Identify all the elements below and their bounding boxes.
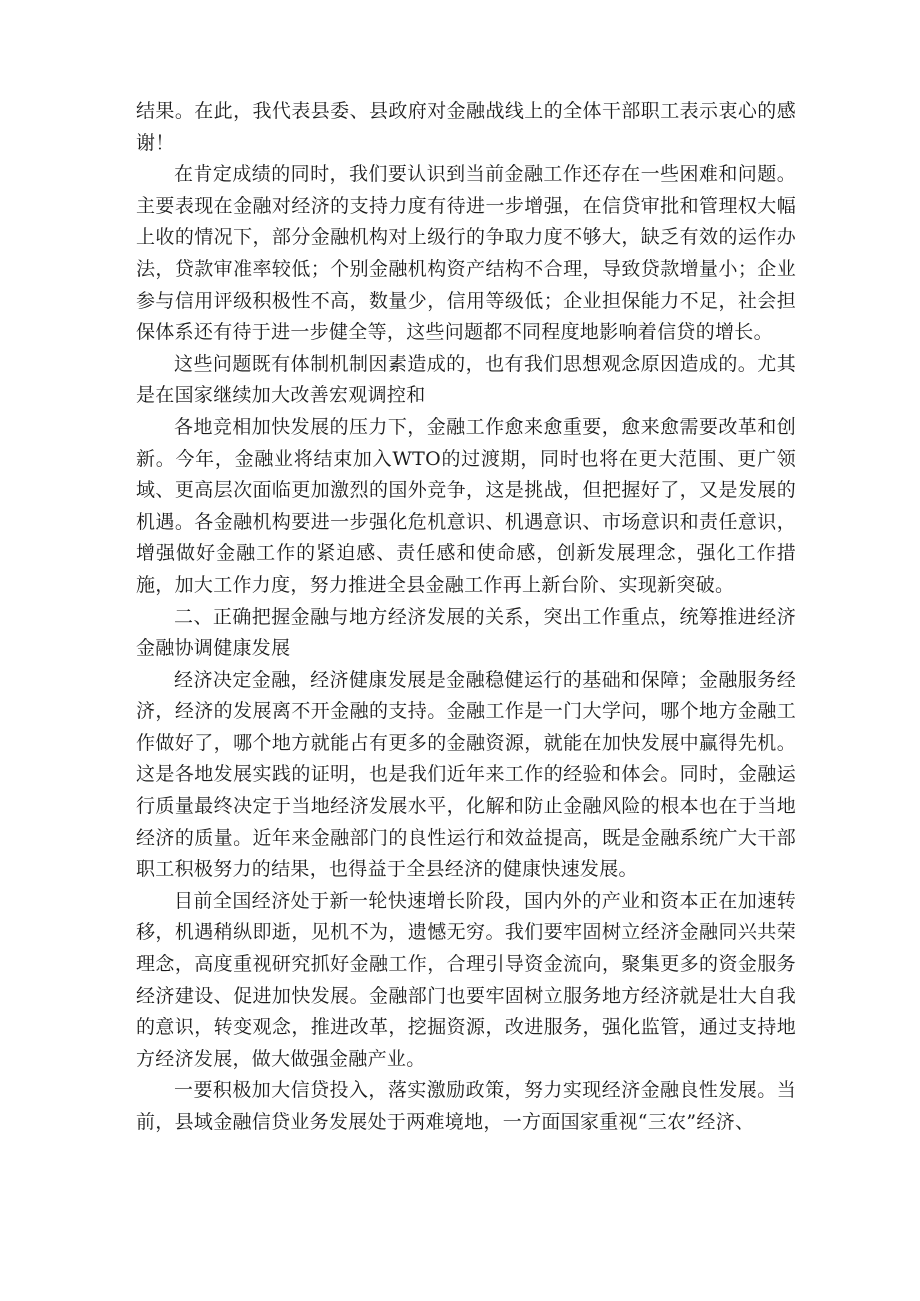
document-page xyxy=(136,96,796,1139)
paragraph-6: 目前全国经济处于新一轮快速增长阶段，国内外的产业和资本正在加速转移，机遇稍纵即逝，见机不为，遗憾无穷。我们要牢固树立经济金融同兴共荣理念，高度重视研究抓好金融工作，合理引导资金流向，聚集更多的资金服务经济建设、促进加快发展。金融部门也要牢固树立服务地方经济就是壮大自我的意识，转变观念，推进改革，挖掘资源，改进服务，强化监管，通过支持地方经济发展，做大做强金融产业。 xyxy=(136,889,796,1070)
paragraph-5: 经济决定金融，经济健康发展是金融稳健运行的基础和保障；金融服务经济，经济的发展离不开金融的支持。金融工作是一门大学问，哪个地方金融工作做好了，哪个地方就能占有更多的金融资源，就能在加快发展中赢得先机。这是各地发展实践的证明，也是我们近年来工作的经验和体会。同时，金融运行质量最终决定于当地经济发展水平，化解和防止金融风险的根本也在于当地经济的质量。近年来金融部门的良性运行和效益提高，既是金融系统广大干部职工积极努力的结果，也得益于全县经济的健康快速发展。 xyxy=(136,668,796,881)
paragraph-3: 这些问题既有体制机制因素造成的，也有我们思想观念原因造成的。尤其是在国家继续加大改善宏观调控和 xyxy=(136,352,796,407)
paragraph-2: 在肯定成绩的同时，我们要认识到当前金融工作还存在一些困难和问题。主要表现在金融对经济的支持力度有待进一步增强，在信贷审批和管理权大幅上收的情况下，部分金融机构对上级行的争取力度不够大，缺乏有效的运作办法，贷款审准率较低；个别金融机构资产结构不合理，导致贷款增量小；企业参与信用评级积极性不高，数量少，信用等级低；企业担保能力不足，社会担保体系还有待于进一步健全等，这些问题都不同程度地影响着信贷的增长。 xyxy=(136,163,796,344)
paragraph-4: 各地竞相加快发展的压力下，金融工作愈来愈重要，愈来愈需要改革和创新。今年，金融业将结束加入WTO的过渡期，同时也将在更大范围、更广领域、更高层次面临更加激烈的国外竞争，这是挑战，但把握好了，又是发展的机遇。各金融机构要进一步强化危机意识、机遇意识、市场意识和责任意识，增强做好金融工作的紧迫感、责任感和使命感，创新发展理念，强化工作措施，加大工作力度，努力推进全县金融工作再上新台阶、实现新突破。 xyxy=(136,415,796,596)
paragraph-1: 结果。在此，我代表县委、县政府对金融战线上的全体干部职工表示衷心的感谢！ xyxy=(136,100,796,154)
paragraph-7: 一要积极加大信贷投入，落实激励政策，努力实现经济金融良性发展。当前，县域金融信贷业务发展处于两难境地，一方面国家重视“三农”经济、 xyxy=(136,1079,796,1133)
section-heading-2: 二、正确把握金融与地方经济发展的关系，突出工作重点，统筹推进经济金融协调健康发展 xyxy=(136,605,796,660)
